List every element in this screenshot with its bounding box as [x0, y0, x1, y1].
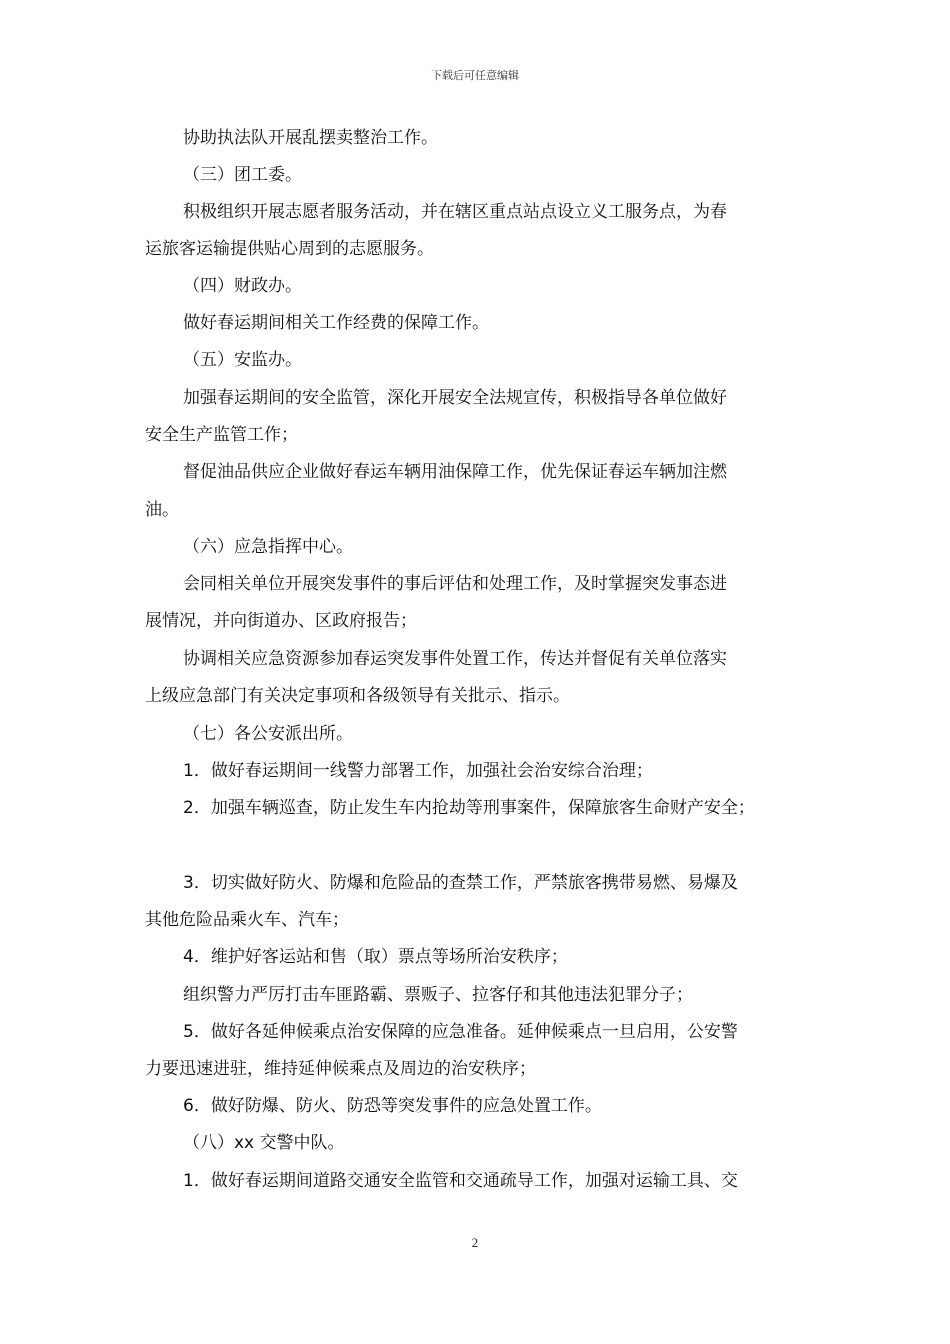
list-item: 4．维护好客运站和售（取）票点等场所治安秩序；	[183, 947, 568, 967]
paragraph-line: 油。	[145, 500, 179, 520]
paragraph-line: 协助执法队开展乱摆卖整治工作。	[183, 128, 438, 148]
paragraph-line: 展情况，并向街道办、区政府报告；	[145, 611, 417, 631]
section-heading-police: （七）各公安派出所。	[183, 724, 353, 744]
paragraph-line: 力要迅速进驻，维持延伸候乘点及周边的治安秩序；	[145, 1059, 536, 1079]
section-heading-emergency: （六）应急指挥中心。	[183, 537, 353, 557]
list-item: 2．加强车辆巡查，防止发生车内抢劫等刑事案件，保障旅客生命财产安全；	[183, 798, 755, 818]
section-heading-finance: （四）财政办。	[183, 276, 302, 296]
paragraph-line: 安全生产监管工作；	[145, 425, 298, 445]
paragraph-line: 加强春运期间的安全监管，深化开展安全法规宣传，积极指导各单位做好	[183, 388, 727, 408]
paragraph-line: 组织警力严厉打击车匪路霸、票贩子、拉客仔和其他违法犯罪分子；	[183, 985, 693, 1005]
section-heading-traffic-police: （八）xx 交警中队。	[183, 1133, 345, 1153]
paragraph-line: 协调相关应急资源参加春运突发事件处置工作，传达并督促有关单位落实	[183, 649, 727, 669]
list-item: 1．做好春运期间一线警力部署工作，加强社会治安综合治理；	[183, 761, 653, 781]
page-header: 下载后可任意编辑	[431, 69, 519, 82]
section-heading-safety: （五）安监办。	[183, 350, 302, 370]
section-heading-youth-league: （三）团工委。	[183, 165, 302, 185]
list-item: 1．做好春运期间道路交通安全监管和交通疏导工作，加强对运输工具、交	[183, 1171, 738, 1191]
paragraph-line: 运旅客运输提供贴心周到的志愿服务。	[145, 239, 434, 259]
paragraph-line: 会同相关单位开展突发事件的事后评估和处理工作，及时掌握突发事态进	[183, 574, 727, 594]
paragraph-line: 积极组织开展志愿者服务活动，并在辖区重点站点设立义工服务点，为春	[183, 202, 727, 222]
list-item: 6．做好防爆、防火、防恐等突发事件的应急处置工作。	[183, 1096, 602, 1116]
paragraph-line: 做好春运期间相关工作经费的保障工作。	[183, 313, 489, 333]
paragraph-line: 上级应急部门有关决定事项和各级领导有关批示、指示。	[145, 686, 570, 706]
paragraph-line: 其他危险品乘火车、汽车；	[145, 910, 349, 930]
list-item: 3．切实做好防火、防爆和危险品的查禁工作，严禁旅客携带易燃、易爆及	[183, 873, 738, 893]
page-number: 2	[471, 1235, 479, 1250]
list-item: 5．做好各延伸候乘点治安保障的应急准备。延伸候乘点一旦启用，公安警	[183, 1022, 738, 1042]
paragraph-line: 督促油品供应企业做好春运车辆用油保障工作，优先保证春运车辆加注燃	[183, 462, 727, 482]
